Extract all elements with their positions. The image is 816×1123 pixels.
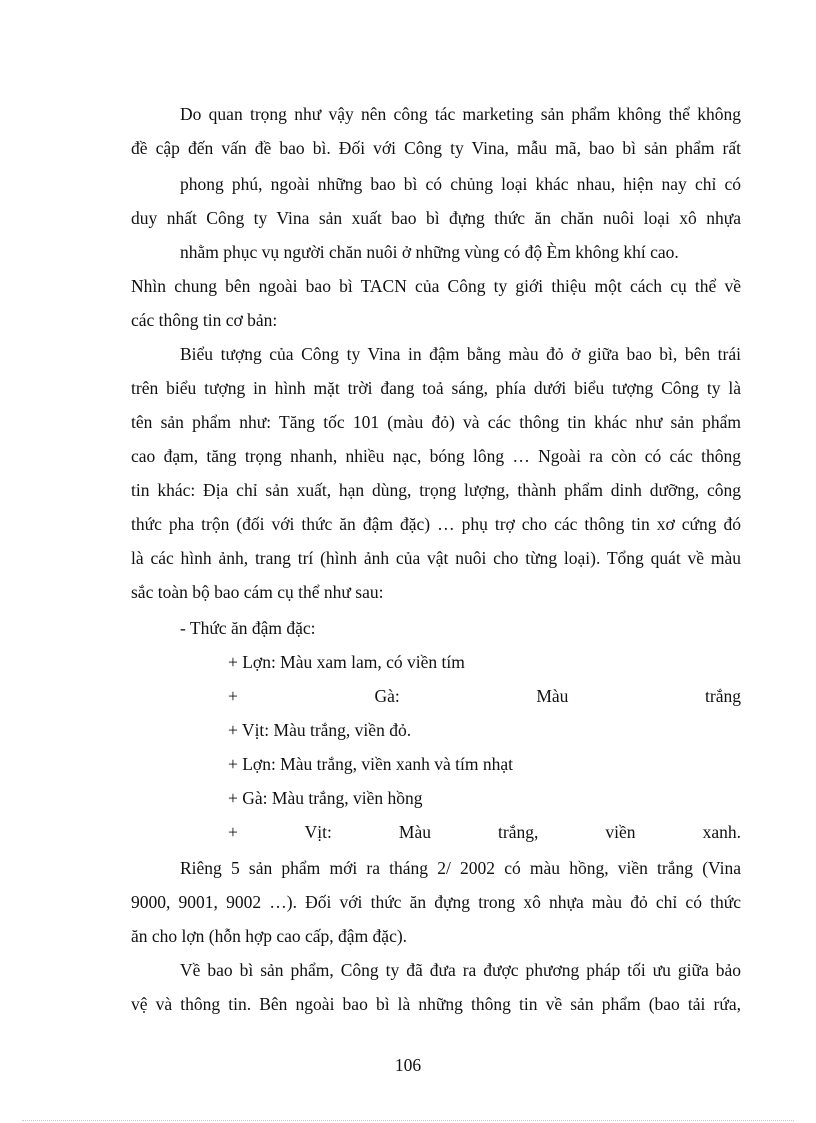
text-line: Riêng 5 sản phẩm mới ra tháng 2/ 2002 có màu hồng, viền trắng (Vina bbox=[180, 858, 741, 878]
text-line: + Lợn: Màu trắng, viền xanh và tím nhạt bbox=[228, 754, 513, 774]
text-line: là các hình ảnh, trang trí (hình ảnh của vật nuôi cho từng loại). Tổng quát về màu bbox=[131, 548, 741, 568]
text-line: + Vịt: Màu trắng, viền đỏ. bbox=[228, 720, 412, 740]
text-line: cao đạm, tăng trọng nhanh, nhiều nạc, bóng lông … Ngoài ra còn có các thông bbox=[131, 446, 741, 466]
text-line: Biểu tượng của Công ty Vina in đậm bằng màu đỏ ở giữa bao bì, bên trái bbox=[180, 344, 741, 364]
text-line: 9000, 9001, 9002 …). Đối với thức ăn đựng trong xô nhựa màu đỏ chỉ có thức bbox=[131, 892, 741, 912]
page-number: 106 bbox=[394, 1055, 422, 1075]
text-line: vệ và thông tin. Bên ngoài bao bì là những thông tin về sản phẩm (bao tải rứa, bbox=[131, 994, 741, 1014]
text-line: + Vịt: Màu trắng, viền xanh. bbox=[228, 822, 741, 842]
text-line: đề cập đến vấn đề bao bì. Đối với Công ty Vina, mẫu mã, bao bì sản phẩm rất bbox=[131, 138, 741, 158]
text-line: Nhìn chung bên ngoài bao bì TACN của Công ty giới thiệu một cách cụ thể về bbox=[131, 276, 741, 296]
text-line: thức pha trộn (đối với thức ăn đậm đặc) … phụ trợ cho các thông tin xơ cứng đó bbox=[131, 514, 741, 534]
text-line: phong phú, ngoài những bao bì có chủng loại khác nhau, hiện nay chỉ có bbox=[180, 174, 741, 194]
text-line: duy nhất Công ty Vina sản xuất bao bì đựng thức ăn chăn nuôi loại xô nhựa bbox=[131, 208, 741, 228]
text-line: + Gà: Màu trắng, viền hồng bbox=[228, 788, 423, 808]
text-line: Do quan trọng như vậy nên công tác marketing sản phẩm không thể không bbox=[180, 104, 741, 124]
text-line: tên sản phẩm như: Tăng tốc 101 (màu đỏ) và các thông tin khác như sản phẩm bbox=[131, 412, 741, 432]
text-line: trên biểu tượng in hình mặt trời đang toả sáng, phía dưới biểu tượng Công ty là bbox=[131, 378, 741, 398]
page-bottom-divider bbox=[22, 1120, 794, 1121]
text-line: ăn cho lợn (hỗn hợp cao cấp, đậm đặc). bbox=[131, 926, 408, 946]
text-line: nhằm phục vụ người chăn nuôi ở những vùng có độ Èm không khí cao. bbox=[180, 242, 679, 262]
text-line: tin khác: Địa chỉ sản xuất, hạn dùng, trọng lượng, thành phẩm dinh dưỡng, công bbox=[131, 480, 741, 500]
text-line: - Thức ăn đậm đặc: bbox=[180, 618, 316, 638]
text-line: Về bao bì sản phẩm, Công ty đã đưa ra được phương pháp tối ưu giữa bảo bbox=[180, 960, 741, 980]
text-line: sắc toàn bộ bao cám cụ thể như sau: bbox=[131, 582, 384, 602]
text-line: + Lợn: Màu xam lam, có viền tím bbox=[228, 652, 465, 672]
text-line: các thông tin cơ bản: bbox=[131, 310, 278, 330]
text-line: + Gà: Màu trắng bbox=[228, 686, 741, 706]
